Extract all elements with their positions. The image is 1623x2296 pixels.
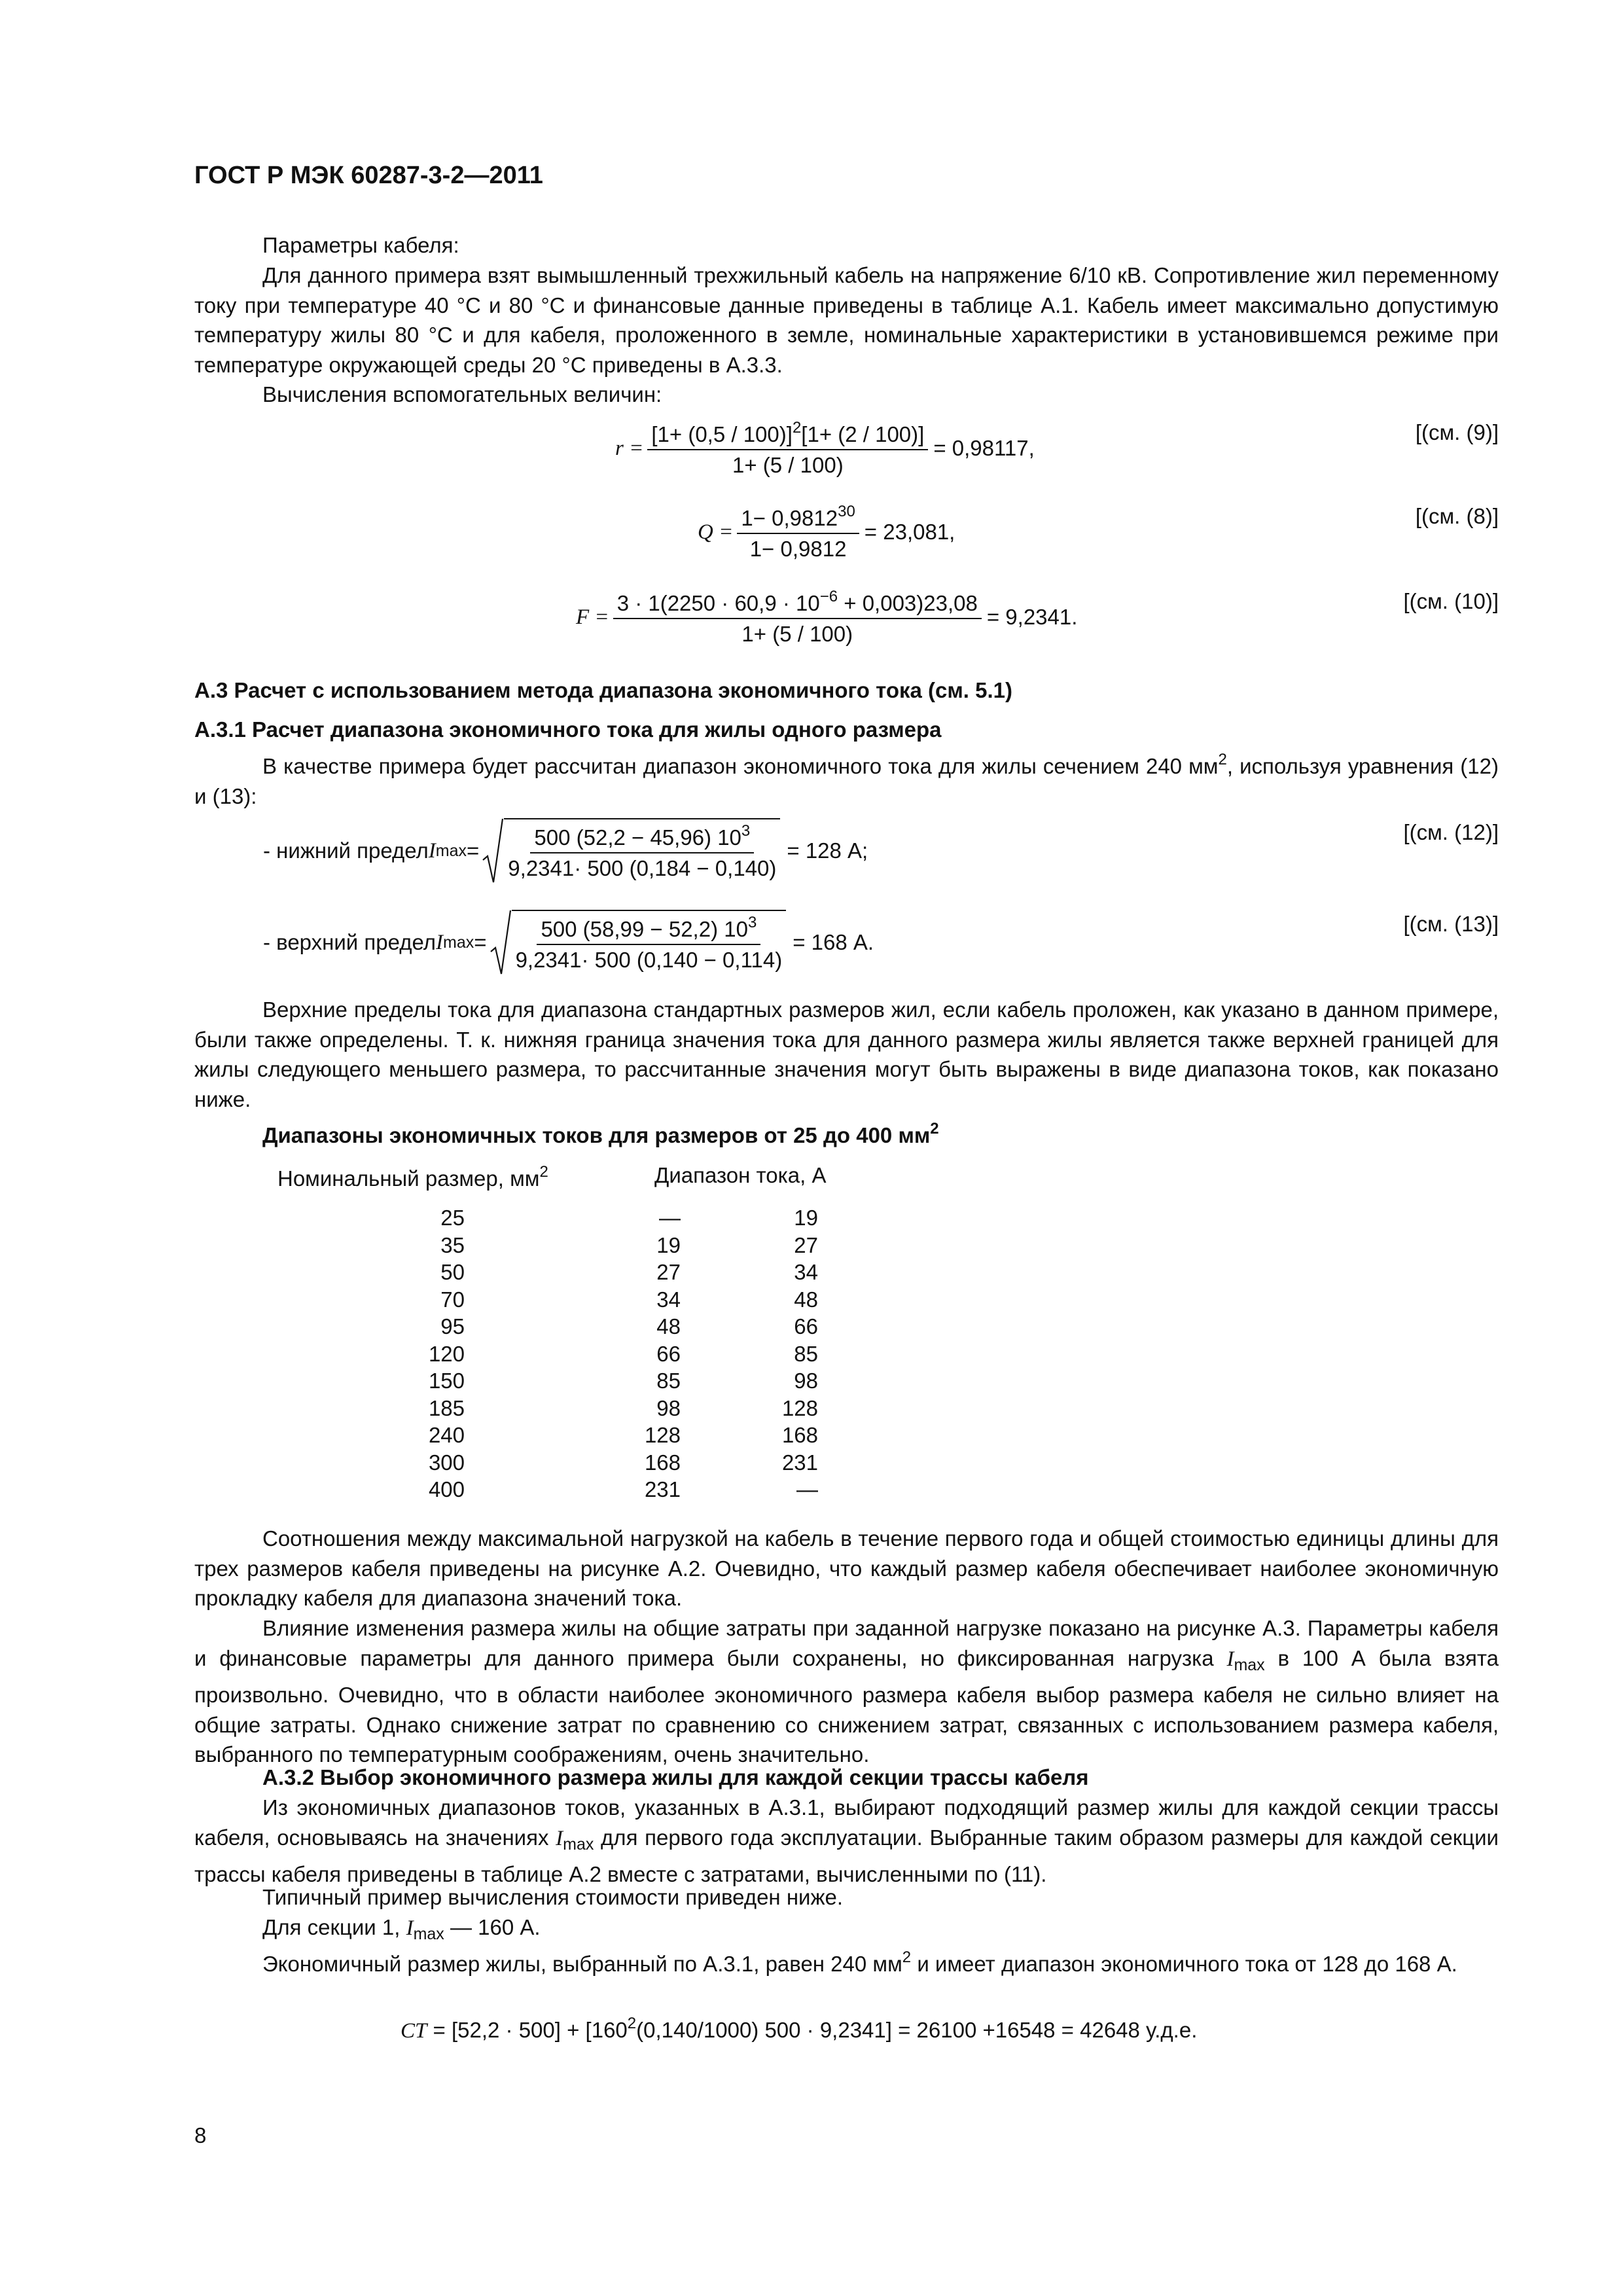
table-header-range: Диапазон тока, А — [654, 1163, 827, 1187]
range-low-cell: 85 — [656, 1369, 681, 1393]
range-high-cell: 128 — [781, 1395, 818, 1420]
eq-q-den: 1− 0,9812 — [749, 537, 847, 561]
eq-r-num-b: [1+ (2 / 100)] — [801, 422, 925, 446]
eq-f-rhs: = 9,2341. — [986, 605, 1078, 629]
range-low-cell: 231 — [644, 1477, 681, 1501]
size-cell: 300 — [428, 1450, 465, 1475]
size-cell: 25 — [440, 1206, 465, 1230]
size-cell: 35 — [440, 1232, 465, 1257]
range-low-cell: 48 — [656, 1314, 681, 1338]
size-cell: 400 — [428, 1477, 465, 1501]
ranges-title: Диапазоны экономичных токов для размеров от 25 до 400 $мм^2$ — [262, 1120, 939, 1147]
eq-upper-ref: [(см. (13)] — [1403, 912, 1499, 936]
size-cell: 150 — [428, 1369, 465, 1393]
upper-limits-text: Верхние пределы тока для диапазона стандартных размеров жил, если кабель проложен, как указано в данном примере, были также определены. Т. к. нижняя граница значения тока для данного размера жилы является также верхней границей для жилы следующего меньшего размера, то рассчитанные значения могут быть выражены в виде диапазона токов, как показано ниже. — [194, 997, 1499, 1111]
range-low-cell: 27 — [656, 1260, 681, 1284]
table-row — [275, 1286, 818, 1314]
range-low-cell: — — [659, 1206, 681, 1230]
range-high-cell: 19 — [794, 1206, 818, 1230]
params-text: Для данного примера взят вымышленный трехжильный кабель на напряжение 6/10 кВ. Сопротивление жил переменному току при температуре 40 °С и 80 °С и финансовые данные приведены в таблице А.1. Кабель имеет максимально допустимую температуру жилы 80 °С и для кабеля, проложенного в земле, номинальные характеристики в установившемся режиме при температуре окружающей среды 20 °С приведены в А.3.3. — [194, 263, 1499, 377]
eq-f-ref: [(см. (10)] — [1403, 589, 1499, 613]
equation-q — [698, 503, 955, 562]
eq-r-num-a: [1+ (0,5 / 100)] — [651, 422, 793, 446]
eq-f-num-a: 3 · 1(2250 · 60,9 · 10 — [616, 591, 820, 615]
range-low-cell: 66 — [656, 1341, 681, 1366]
range-low-cell: 168 — [644, 1450, 681, 1475]
typical-text: Типичный пример вычисления стоимости приведен ниже. — [262, 1885, 844, 1909]
table-row — [275, 1476, 818, 1503]
range-high-cell: 168 — [781, 1423, 818, 1447]
equation-f — [576, 588, 1077, 647]
range-high-cell: 66 — [794, 1314, 818, 1338]
eq-q-num-a: 1− 0,9812 — [741, 506, 838, 530]
document-header: ГОСТ Р МЭК 60287-3-2—2011 — [194, 162, 543, 189]
section1-text: Для секции 1, $I_{max}$ — 160 А. — [262, 1915, 541, 1943]
size-cell: 185 — [428, 1395, 465, 1420]
eq-r-lhs: r = — [615, 436, 644, 460]
size-cell: 240 — [428, 1423, 465, 1447]
a32-text: Из экономичных диапазонов токов, указанных в А.3.1, выбирают подходящий размер жилы для каждой секции трассы кабеля, основываясь на значениях $I_{max}$ для первого года эксплуатации. Выбранные таким образом размеры для каждой секции трассы кабеля приведены в таблице А.2 вместе с затратами, вычисленными по (11). — [194, 1795, 1499, 1886]
section-a3-heading: А.3 Расчет с использованием метода диапазона экономичного тока (см. 5.1) — [194, 678, 1012, 702]
ratio-text: Соотношения между максимальной нагрузкой на кабель в течение первого года и общей стоимостью единицы длины для трех размеров кабеля приведены на рисунке А.2. Очевидно, что каждый размер кабеля обеспечивает наиболее экономичную прокладку кабеля для диапазона значений тока. — [194, 1526, 1499, 1610]
eq-f-den: 1+ (5 / 100) — [741, 622, 853, 646]
section-a31-heading: А.3.1 Расчет диапазона экономичного тока для жилы одного размера — [194, 717, 942, 742]
equation-ct: CT = $[52,2 \cdot 500] + [160^2(0,140/1000) 500 \cdot 9,2341] = 26100 +16548 = 42648$ у.д.е. — [401, 2015, 1198, 2043]
range-high-cell: 85 — [794, 1341, 818, 1366]
aux-title: Вычисления вспомогательных величин: — [262, 382, 662, 406]
range-low-cell: 128 — [644, 1423, 681, 1447]
eq-r-ref: [(см. (9)] — [1415, 420, 1499, 444]
eq-f-lhs: F = — [576, 605, 609, 629]
ranges-table — [275, 1204, 818, 1503]
equation-upper-limit: - верхний предел I max = $\frac{500 (58,99 - 52,2) 10^3}{9,2341\cdot 500 (0,140 - 0,114)}$ = 168 А. — [263, 910, 874, 975]
eq-r-rhs: = 0,98117, — [933, 436, 1035, 460]
range-low-cell: 34 — [656, 1287, 681, 1312]
eq-q-rhs: = 23,081, — [864, 520, 955, 544]
params-title: Параметры кабеля: — [262, 233, 459, 257]
table-row — [275, 1259, 818, 1286]
range-high-cell: 48 — [794, 1287, 818, 1312]
eq-r-num-sup: 2 — [792, 419, 802, 437]
table-row — [275, 1395, 818, 1422]
size-cell: 50 — [440, 1260, 465, 1284]
table-header-size: Номинальный размер, $мм^2$ — [277, 1163, 548, 1191]
table-row — [275, 1449, 818, 1477]
eq-q-ref: [(см. (8)] — [1415, 504, 1499, 528]
table-row — [275, 1232, 818, 1259]
range-high-cell: 231 — [781, 1450, 818, 1475]
eq-q-lhs: Q = — [698, 520, 734, 544]
range-high-cell: — — [796, 1477, 818, 1501]
range-high-cell: 27 — [794, 1232, 818, 1257]
table-row — [275, 1422, 818, 1449]
eq-r-den: 1+ (5 / 100) — [732, 453, 844, 477]
size-cell: 120 — [428, 1341, 465, 1366]
influence-text: Влияние изменения размера жилы на общие затраты при заданной нагрузке показано на рисунке А.3. Параметры кабеля и финансовые параметры для данного примера были сохранены, но фиксированная нагрузка $I_{max}$ в 100 А была взята произвольно. Очевидно, что в области наиболее экономичного размера кабеля выбор размера кабеля не сильно влияет на общие затраты. Однако снижение затрат по сравнению со снижением затрат, связанных с использованием размера кабеля, выбранного по температурным соображениям, очень значительно. — [194, 1616, 1499, 1767]
table-row — [275, 1340, 818, 1368]
table-row — [275, 1313, 818, 1340]
page-number: 8 — [194, 2123, 207, 2147]
range-high-cell: 98 — [794, 1369, 818, 1393]
range-high-cell: 34 — [794, 1260, 818, 1284]
size-cell: 95 — [440, 1314, 465, 1338]
eq-f-num-sup: −6 — [819, 588, 838, 605]
range-low-cell: 98 — [656, 1395, 681, 1420]
econ-size-text: Экономичный размер жилы, выбранный по А.3.1, равен 240 $мм^2$ и имеет диапазон экономичного тока от 128 до 168 А. — [262, 1948, 1457, 1976]
size-cell: 70 — [440, 1287, 465, 1312]
a31-text: В качестве примера будет рассчитан диапазон экономичного тока для жилы сечением 240 $мм^2$, используя уравнения (12) и (13): — [194, 751, 1499, 808]
equation-r — [615, 419, 1035, 478]
eq-lower-ref: [(см. (12)] — [1403, 820, 1499, 844]
table-row — [275, 1367, 818, 1395]
section-a32-heading: А.3.2 Выбор экономичного размера жилы для каждой секции трассы кабеля — [262, 1765, 1089, 1789]
eq-f-num-b: + 0,003)23,08 — [838, 591, 978, 615]
range-low-cell: 19 — [656, 1232, 681, 1257]
table-row — [275, 1204, 818, 1232]
eq-q-num-sup: 30 — [838, 503, 855, 520]
equation-lower-limit: - нижний предел I max = $\frac{500 (52,2 - 45,96) 10^3}{9,2341\cdot 500 (0,184 - 0,140)}$ = 128 А; — [263, 818, 868, 884]
